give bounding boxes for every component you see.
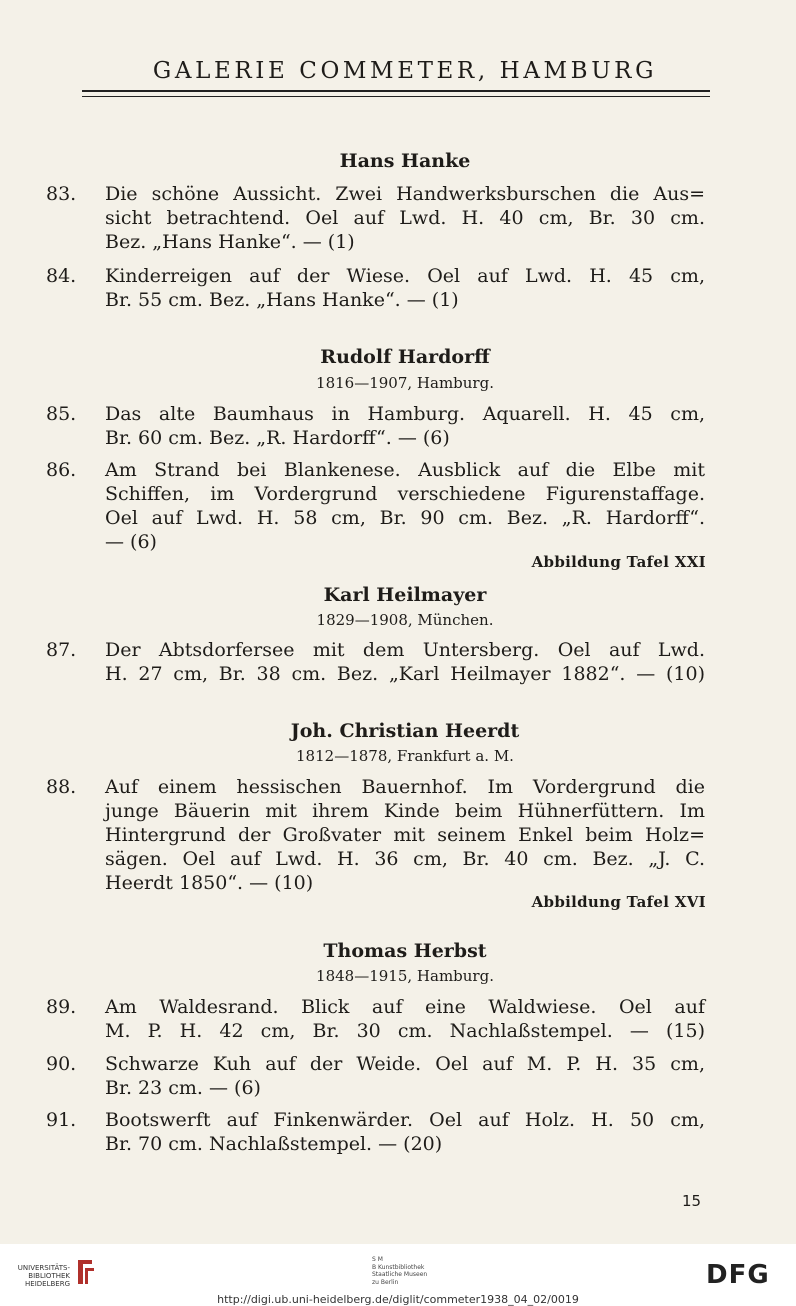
entry-number: 90. bbox=[46, 1053, 77, 1075]
library-name: UNIVERSITÄTS- BIBLIOTHEK HEIDELBERG bbox=[17, 1264, 70, 1288]
entry-text bbox=[105, 995, 705, 1043]
artist-name: Karl Heilmayer bbox=[323, 584, 487, 606]
artist-name: Thomas Herbst bbox=[323, 940, 487, 962]
artist-dates: 1812—1878, Frankfurt a. M. bbox=[296, 747, 514, 765]
entry-line: Schiffen, im Vordergrund verschiedene Figurenstaffage. bbox=[105, 483, 705, 505]
entry-line: Hintergrund der Großvater mit seinem Enkel beim Holz= bbox=[105, 824, 705, 846]
entry-line: Schwarze Kuh auf der Weide. Oel auf M. P. H. 35 cm, bbox=[105, 1053, 705, 1075]
entry-line: Br. 55 cm. Bez. „Hans Hanke“. — (1) bbox=[105, 289, 459, 311]
digitization-footer bbox=[0, 1244, 796, 1306]
artist-dates: 1816—1907, Hamburg. bbox=[316, 374, 494, 392]
source-url[interactable]: http://digi.ub.uni-heidelberg.de/diglit/commeter1938_04_02/0019 bbox=[217, 1293, 579, 1306]
entry-number: 87. bbox=[46, 639, 77, 661]
entry-line: Br. 23 cm. — (6) bbox=[105, 1077, 261, 1099]
entry-line: Die schöne Aussicht. Zwei Handwerksburschen die Aus= bbox=[105, 183, 705, 205]
entry-line: Bootswerft auf Finkenwärder. Oel auf Holz. H. 50 cm, bbox=[105, 1109, 705, 1131]
entry-line: Kinderreigen auf der Wiese. Oel auf Lwd. H. 45 cm, bbox=[105, 265, 705, 287]
entry-text bbox=[105, 182, 705, 254]
entry-number: 88. bbox=[46, 776, 77, 798]
entry-line: sicht betrachtend. Oel auf Lwd. H. 40 cm, Br. 30 cm. bbox=[105, 207, 705, 229]
entry-text bbox=[105, 264, 705, 312]
museum-stamp: S M B Kunstbibliothek Staatliche Museen zu Berlin bbox=[372, 1256, 428, 1286]
entry-line: Am Strand bei Blankenese. Ausblick auf die Elbe mit bbox=[105, 459, 705, 481]
artist-name: Joh. Christian Heerdt bbox=[290, 720, 520, 742]
entry-line: Bez. „Hans Hanke“. — (1) bbox=[105, 231, 355, 253]
entry-line: Heerdt 1850“. — (10) bbox=[105, 872, 314, 894]
entry-line: Das alte Baumhaus in Hamburg. Aquarell. H. 45 cm, bbox=[105, 403, 705, 425]
page-number: 15 bbox=[682, 1192, 702, 1210]
library-logo-icon bbox=[74, 1258, 96, 1286]
entry-line: junge Bäuerin mit ihrem Kinde beim Hühnerfüttern. Im bbox=[105, 800, 705, 822]
entry-number: 91. bbox=[46, 1109, 77, 1131]
plate-reference: Abbildung Tafel XVI bbox=[531, 893, 706, 911]
header-rule-thin bbox=[82, 96, 710, 97]
entry-number: 84. bbox=[46, 265, 77, 287]
entry-number: 89. bbox=[46, 996, 77, 1018]
entry-text bbox=[105, 775, 705, 895]
entry-line: Oel auf Lwd. H. 58 cm, Br. 90 cm. Bez. „R. Hardorff“. bbox=[105, 507, 705, 529]
entry-line: Br. 70 cm. Nachlaßstempel. — (20) bbox=[105, 1133, 443, 1155]
entry-line: H. 27 cm, Br. 38 cm. Bez. „Karl Heilmayer 1882“. — (10) bbox=[105, 663, 705, 685]
entry-line: Auf einem hessischen Bauernhof. Im Vordergrund die bbox=[105, 776, 705, 798]
entry-text bbox=[105, 458, 705, 554]
entry-number: 83. bbox=[46, 183, 77, 205]
artist-name: Hans Hanke bbox=[339, 150, 471, 172]
entry-line: Br. 60 cm. Bez. „R. Hardorff“. — (6) bbox=[105, 427, 450, 449]
artist-name: Rudolf Hardorff bbox=[320, 346, 490, 368]
header-rule-thick bbox=[82, 90, 710, 92]
entry-number: 85. bbox=[46, 403, 77, 425]
entry-text bbox=[105, 1108, 705, 1156]
entry-line: Der Abtsdorfersee mit dem Untersberg. Oel auf Lwd. bbox=[105, 639, 705, 661]
page-header: GALERIE COMMETER, HAMBURG bbox=[152, 58, 658, 84]
artist-dates: 1848—1915, Hamburg. bbox=[316, 967, 494, 985]
entry-text bbox=[105, 402, 705, 450]
plate-reference: Abbildung Tafel XXI bbox=[531, 553, 706, 571]
entry-line: — (6) bbox=[105, 531, 157, 553]
entry-text bbox=[105, 1052, 705, 1100]
entry-line: M. P. H. 42 cm, Br. 30 cm. Nachlaßstempel. — (15) bbox=[105, 1020, 705, 1042]
artist-dates: 1829—1908, München. bbox=[316, 611, 494, 629]
entry-number: 86. bbox=[46, 459, 77, 481]
entry-text bbox=[105, 638, 705, 686]
entry-line: Am Waldesrand. Blick auf eine Waldwiese. Oel auf bbox=[105, 996, 705, 1018]
entry-line: sägen. Oel auf Lwd. H. 36 cm, Br. 40 cm. Bez. „J. C. bbox=[105, 848, 705, 870]
dfg-logo: DFG bbox=[706, 1260, 770, 1290]
